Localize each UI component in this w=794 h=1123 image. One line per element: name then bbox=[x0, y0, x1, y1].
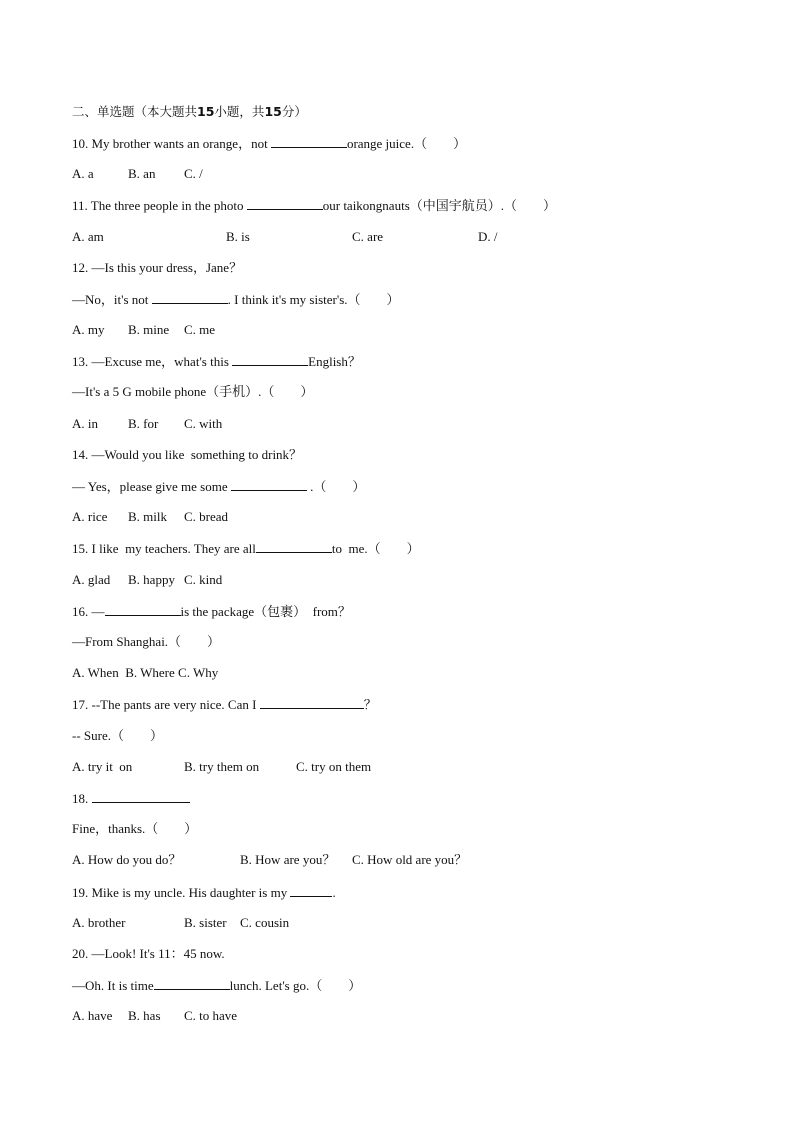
question-20-line1: 20. —Look! It's 11：45 now. bbox=[72, 946, 225, 961]
q15-stem-part2: to me.（ ） bbox=[331, 541, 420, 556]
q11-stem-part2: our taikongnauts（中国宇航员）.（ ） bbox=[322, 198, 556, 213]
q20-line2-part1: —Oh. It is time bbox=[72, 978, 154, 993]
q17-answer-blank[interactable] bbox=[260, 696, 364, 709]
question-13-line1 bbox=[72, 353, 361, 370]
q10-option-c[interactable]: C. / bbox=[184, 166, 203, 181]
heading-prefix: 二、单选题（本大题共 bbox=[72, 104, 198, 119]
q18-answer-blank[interactable] bbox=[92, 790, 190, 803]
q15-stem-part1: 15. I like my teachers. They are all bbox=[72, 541, 256, 556]
question-13-line2: —It's a 5 G mobile phone（手机）.（ ） bbox=[72, 384, 314, 399]
question-12-line2 bbox=[72, 291, 400, 308]
q20-line2-part2: lunch. Let's go.（ ） bbox=[229, 978, 362, 993]
q17-option-b[interactable]: B. try them on bbox=[184, 759, 260, 774]
q18-option-c[interactable]: C. How old are you？ bbox=[352, 852, 468, 867]
q17-line1-part1: 17. --The pants are very nice. Can I bbox=[72, 697, 260, 712]
q19-stem-part2: . bbox=[332, 885, 336, 900]
q19-option-b[interactable]: B. sister bbox=[184, 915, 227, 930]
question-20-line2 bbox=[72, 977, 361, 994]
q17-line1-part2: ？ bbox=[363, 697, 377, 712]
q16-options[interactable]: A. When B. Where C. Why bbox=[72, 665, 219, 680]
q12-option-b[interactable]: B. mine bbox=[128, 322, 170, 337]
question-17-line1 bbox=[72, 696, 377, 713]
q11-option-a[interactable]: A. am bbox=[72, 229, 104, 244]
question-17-line2: -- Sure.（ ） bbox=[72, 728, 163, 743]
q13-option-b[interactable]: B. for bbox=[128, 416, 159, 431]
q14-line2-part2: .（ ） bbox=[306, 479, 366, 494]
q11-stem-part1: 11. The three people in the photo bbox=[72, 198, 247, 213]
q16-line1-part1: 16. — bbox=[72, 604, 105, 619]
q10-stem-part2: orange juice.（ ） bbox=[346, 136, 467, 151]
q20-option-a[interactable]: A. have bbox=[72, 1008, 113, 1023]
q14-option-a[interactable]: A. rice bbox=[72, 509, 108, 524]
question-14-line1: 14. —Would you like something to drink？ bbox=[72, 447, 303, 462]
section-heading bbox=[72, 104, 307, 120]
q16-answer-blank[interactable] bbox=[105, 603, 181, 616]
q15-option-b[interactable]: B. happy bbox=[128, 572, 175, 587]
q12-option-c[interactable]: C. me bbox=[184, 322, 216, 337]
q18-option-a[interactable]: A. How do you do？ bbox=[72, 852, 182, 867]
q20-option-b[interactable]: B. has bbox=[128, 1008, 161, 1023]
q18-option-b[interactable]: B. How are you？ bbox=[240, 852, 336, 867]
q12-option-a[interactable]: A. my bbox=[72, 322, 105, 337]
q18-number: 18. bbox=[72, 791, 92, 806]
q11-answer-blank[interactable] bbox=[247, 197, 323, 210]
question-10-stem bbox=[72, 135, 466, 152]
question-12-line1: 12. —Is this your dress，Jane？ bbox=[72, 260, 243, 275]
q10-stem-part1: 10. My brother wants an orange，not bbox=[72, 136, 271, 151]
q20-option-c[interactable]: C. to have bbox=[184, 1008, 238, 1023]
q14-option-b[interactable]: B. milk bbox=[128, 509, 168, 524]
heading-count: 15 bbox=[197, 104, 215, 119]
question-15-stem bbox=[72, 540, 420, 557]
q13-line1-part2: English？ bbox=[308, 354, 361, 369]
heading-mid: 小题，共 bbox=[214, 104, 265, 119]
q19-answer-blank[interactable] bbox=[290, 884, 332, 897]
q17-option-c[interactable]: C. try on them bbox=[296, 759, 372, 774]
q13-answer-blank[interactable] bbox=[232, 353, 308, 366]
q17-option-a[interactable]: A. try it on bbox=[72, 759, 133, 774]
question-16-line2: —From Shanghai.（ ） bbox=[72, 634, 221, 649]
q11-option-c[interactable]: C. are bbox=[352, 229, 384, 244]
q19-option-c[interactable]: C. cousin bbox=[240, 915, 290, 930]
q15-answer-blank[interactable] bbox=[256, 540, 332, 553]
q13-line1-part1: 13. —Excuse me，what's this bbox=[72, 354, 233, 369]
q10-answer-blank[interactable] bbox=[271, 135, 347, 148]
heading-score: 15 bbox=[264, 104, 282, 119]
q12-answer-blank[interactable] bbox=[152, 291, 228, 304]
question-14-line2 bbox=[72, 478, 365, 495]
q13-option-c[interactable]: C. with bbox=[184, 416, 223, 431]
q10-option-b[interactable]: B. an bbox=[128, 166, 156, 181]
q12-line2-part2: . I think it's my sister's.（ ） bbox=[227, 292, 400, 307]
q15-option-a[interactable]: A. glad bbox=[72, 572, 111, 587]
q12-line2-part1: —No，it's not bbox=[72, 292, 152, 307]
q16-line1-part2: is the package（包裹） from？ bbox=[180, 604, 351, 619]
q14-answer-blank[interactable] bbox=[231, 478, 307, 491]
q19-stem-part1: 19. Mike is my uncle. His daughter is my bbox=[72, 885, 291, 900]
q13-option-a[interactable]: A. in bbox=[72, 416, 98, 431]
q11-option-d[interactable]: D. / bbox=[478, 229, 498, 244]
question-19-stem bbox=[72, 884, 336, 901]
question-16-line1 bbox=[72, 603, 351, 620]
q11-option-b[interactable]: B. is bbox=[226, 229, 250, 244]
q14-line2-part1: — Yes，please give me some bbox=[72, 479, 231, 494]
question-18-line1 bbox=[72, 790, 190, 807]
q15-option-c[interactable]: C. kind bbox=[184, 572, 223, 587]
q10-option-a[interactable]: A. a bbox=[72, 166, 94, 181]
heading-suffix: 分） bbox=[281, 104, 307, 119]
q19-option-a[interactable]: A. brother bbox=[72, 915, 126, 930]
question-11-stem bbox=[72, 197, 556, 214]
q20-answer-blank[interactable] bbox=[154, 977, 230, 990]
q14-option-c[interactable]: C. bread bbox=[184, 509, 229, 524]
question-18-line2: Fine，thanks.（ ） bbox=[72, 821, 198, 836]
